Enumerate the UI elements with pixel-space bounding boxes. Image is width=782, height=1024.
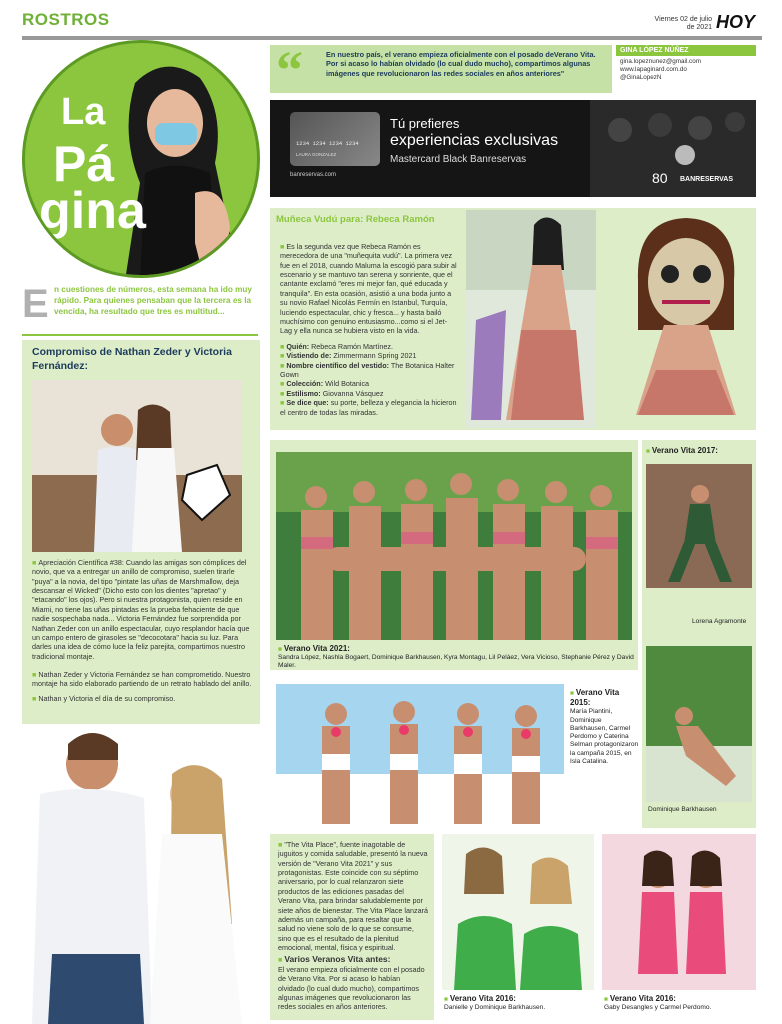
engagement-body: ■ Apreciación Científica #38: Cuando las amigas son cómplices del novio, que va a entregar un anillo de compromiso, suelen tirarle "puya" a la novia, del tipo "pintate las uñas de Marshmallow, deja descansar el Wicked" (Dicho esto con los dientes "apretao" y "etacando" los ojos). Pero si nuestra protagonista, quien reside en Miami, no tiene las uñas pintadas es la prueba fehaciente de que nadie sospechaba nada... Victoria Fernández fue sorprendida por Nathan Zeder con un anillo espectacular, cuyo resplandor hacía que un campo entero de girasoles se "decocotara" hacia su luz. Para darles una idea de cómo luce la feliz parejita, compartimos nuestro tradicional montaje. [32,558,250,661]
voodoo-body: ■ Es la segunda vez que Rebeca Ramón es merecedora de una "muñequita vudú". La primera vez fue en el 2018, cuando Maluma la escogió para subir al escenario y se mantuvo tan serena y sonriente, que el cantante exclamó "eres mi mejor fan, qué educada y tranquila". En esta ocasión, asistió a una boda junto a su novio Rafael Nicolás Fermín en Istanbul, Turquía, luciendo espectacular, chic y fresca... y hasta bailó muchísimo con genuino entusiasmo...como si el Jet-Lag y ella nunca se hubiera visto en la vida. [280,242,457,336]
issue-date: Viernes 02 de julio de 2021 [654,16,712,32]
engagement-note1: ■ Nathan Zeder y Victoria Fernández se han comprometido. Nuestro montaje ha sido elaborado partiendo de un retrato hablado del anillo. [32,670,252,689]
vita2017-photo-lorena [646,464,752,588]
voodoo-section [270,208,756,430]
author-name: GINA LÓPEZ NÚÑEZ [616,45,756,56]
vita2016b-caption: ■ Verano Vita 2016: Gaby Desangles y Carmel Perdomo. [604,994,712,1012]
vitaplace-section [270,834,434,1020]
vita2016b-photo [602,834,756,990]
vitaplace-body: ■ "The Vita Place", fuente inagotable de juguitos y comida saludable, presentó la nueva versión de "Verano Vita 2021" y sus protagonistas. Este coincide con su séptimo aniversario, por lo cual relanzaron siete productos de las ediciones pasadas del Verano Vita, para brindar saludablemente por siete años de bienestar. The Vita Place lanzará además un campaña, para resaltar que la salud no viene solo de lo que se consume, sino que es el resultado de la plenitud emocional, mental, física y espiritual. [278,840,428,952]
credit-card [290,112,380,166]
paper-logo: HOY [716,12,756,32]
ad-line3: Mastercard Black Banreservas [390,154,527,165]
ad-anniversary: 80 [652,170,668,186]
intro-dropcap: E [22,282,49,326]
vita2016a-caption: ■ Verano Vita 2016: Danielle y Dominique Barkhausen. [444,994,546,1012]
author-email[interactable]: gina.lopeznunez@gmail.com [620,58,701,65]
section-title: ROSTROS [22,10,110,29]
bullet-icon: ■ [280,242,287,251]
vita2017-name1: Lorena Agramonte [692,618,747,625]
vita2015-caption: ■ Verano Vita 2015: María Piantini, Dominique Barkhausen, Carmel Perdomo y Caterina Selman protagonizaron la campaña 2015, en Isla Catalina. [570,688,639,765]
card-number: 1234 1234 1234 1234 [296,140,359,147]
author-social[interactable]: @GinaLopezN [620,74,662,81]
ad-line1: Tú prefieres [390,116,460,131]
engagement-couple-photo [32,380,242,552]
author-box [616,45,756,93]
engagement-title: Compromiso de Nathan Zeder y Victoria Fernández: [32,346,232,372]
logo-word-la: La [61,91,106,133]
vita2021-group-photo [276,452,632,640]
author-website[interactable]: www.lapaginard.com.do [620,66,687,73]
ad-line2: experiencias exclusivas [390,132,559,149]
section-header [22,6,762,36]
vita2017-title: ■ Verano Vita 2017: [646,446,718,455]
ad-brand: BANRESERVAS [680,176,734,183]
card-name: LAURA GONZALEZ [296,152,337,157]
vita2015-photo [276,684,564,824]
engagement-section [22,340,260,724]
engagement-kiss-photo [22,724,260,1024]
quote-text: En nuestro país, el verano empieza oficialmente con el posado deVerano Vita. Por si acaso lo habían olvidado (lo cual dudo mucho), compartimos algunas imágenes que revolucionaron las redes sociales en años anteriores" [326,50,596,78]
vita2021-section [270,440,638,670]
page-logo-circle [22,40,260,278]
vita2016a-photo [442,834,594,990]
logo-word-gina: gina [39,182,146,240]
vitaplace-sub: ■ Varios Veranos Vita antes: El verano empieza oficialmente con el posado de Verano Vita. Por si acaso lo habían olvidado (lo cual dudo mucho), compartimos algunas imágenes que revolucionaron las redes sociales en años anteriores. [278,954,425,1012]
quote-mark-icon: “ [276,40,303,100]
logo-word-pa: Pá [53,136,115,192]
voodoo-doll [616,210,752,428]
vita2017-name2: Dominique Barkhausen [648,806,717,813]
vita2017-photo-dominique [646,646,752,802]
engagement-note2: ■ Nathan y Victoria el día de su compromiso. [32,694,176,703]
intro-block [22,284,258,340]
voodoo-facts: ■ Quién: Rebeca Ramón Martínez. ■ Vistiendo de: Zimmermann Spring 2021 ■ Nombre científico del vestido: The Botanica Halter Gown ■ Colección: Wild Botanica ■ Estilismo: Giovanna Vásquez ■ Se dice que: su porte, belleza y elegancia la hicieron el centro de todas las miradas. [280,342,457,417]
voodoo-title: Muñeca Vudú para: Rebeca Ramón [276,214,435,225]
intro-rule [22,334,258,336]
ad-site: banreservas.com [290,172,337,178]
intro-text: n cuestiones de números, esta semana ha ido muy rápido. Para quienes pensaban que la tercera es la vencida, ha resultado que tres es multitud... [54,285,252,317]
quote-bar [270,40,612,100]
vita2021-caption: ■ Verano Vita 2021: Sandra López, Nashla Bogaert, Dominique Barkhausen, Kyra Montagu, Lil Peláez, Vera Vicioso, Stephanie Pérez y David Maler. [278,644,634,670]
vita2017-section [642,440,756,828]
ad-banner[interactable] [270,100,756,197]
rebeca-photo [466,210,596,428]
